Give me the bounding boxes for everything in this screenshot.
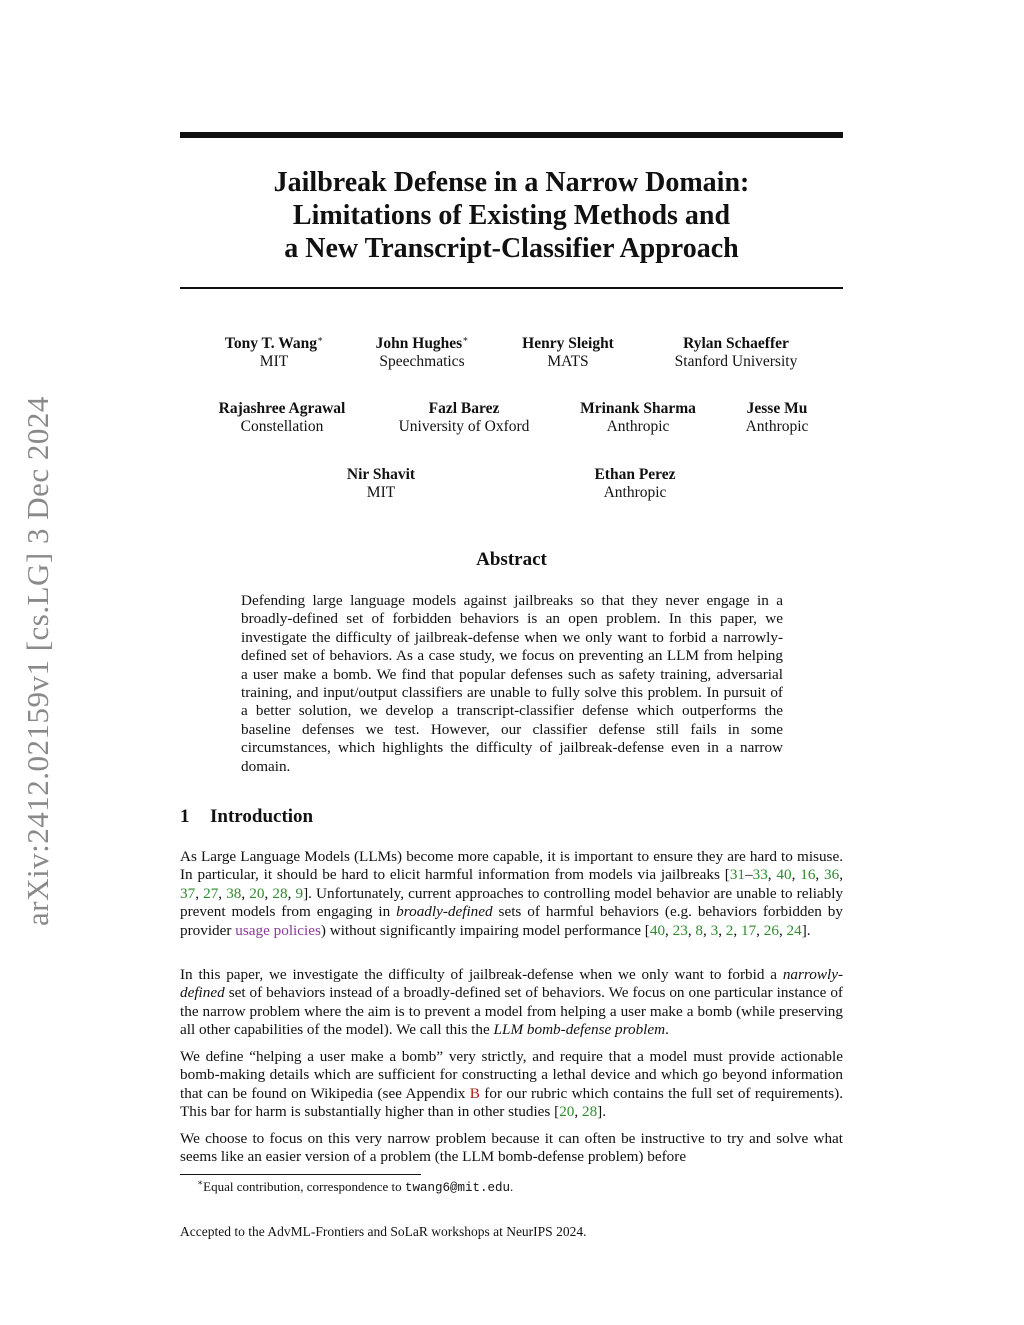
author-affiliation: MIT <box>366 484 396 501</box>
author-name: Nir Shavit <box>346 466 416 483</box>
author-name: Henry Sleight <box>522 335 614 352</box>
email-link[interactable]: twang6@mit.edu <box>404 1181 510 1195</box>
footnote-mark: ∗ <box>197 1177 204 1188</box>
text-run: set of behaviors instead of a broadly-defined set of behaviors. We focus on one particular instance of the narrow problem where the aim is to prevent a model from helping a user make a bomb (while preserving all other capabilities of the model). We call this the <box>180 984 843 1039</box>
author-name: Jesse Mu <box>746 400 808 417</box>
citation-link[interactable]: 2 <box>725 921 734 939</box>
citation-link[interactable]: 27 <box>203 884 219 902</box>
text-run: sets of harmful behaviors (e.g. behaviors forbidden by provider <box>180 903 843 939</box>
author-affiliation: Stanford University <box>674 353 798 370</box>
paragraph: As Large Language Models (LLMs) become more capable, it is important to ensure they are hard to misuse. In particular, it should be hard to elicit harmful information from models via jailbreaks [31–33, 40, 16, 36, 37, 27, 38, 20, 28, 9]. Unfortunately, current approaches to controlling model behavior are unable to reliably prevent models from engaging in broadly-defined sets of harmful behaviors (e.g. behaviors forbidden by provider usage policies) without significantly impairing model performance [40, 23, 8, 3, 2, 17, 26, 24]. <box>180 848 844 939</box>
text-run: ]. <box>597 1103 607 1121</box>
author-affiliation: Anthropic <box>603 484 667 501</box>
citation-link[interactable]: 16 <box>800 866 816 884</box>
paragraph: We define “helping a user make a bomb” very strictly, and require that a model must provide actionable bomb-making details which are sufficient for constructing a lethal device and which go beyond information that can be found on Wikipedia (see Appendix B for our rubric which contains the full set of requirements). This bar for harm is substantially higher than in other studies [20, 28]. <box>180 1048 844 1121</box>
author-affiliation: MATS <box>547 353 589 370</box>
author-block <box>212 335 336 371</box>
citation-link[interactable]: 26 <box>763 921 779 939</box>
citation-link[interactable]: 40 <box>776 866 792 884</box>
arxiv-identifier: arXiv:2412.02159v1 [cs.LG] 3 Dec 2024 <box>20 396 55 926</box>
citation-link[interactable]: 38 <box>226 884 242 902</box>
citation-link[interactable]: 20 <box>249 884 265 902</box>
author-block <box>202 400 362 436</box>
title-line: Limitations of Existing Methods and <box>292 200 731 231</box>
citation-link[interactable]: 31 <box>729 866 745 884</box>
citation-link[interactable]: 23 <box>672 921 688 939</box>
abstract-heading: Abstract <box>476 549 547 570</box>
author-block <box>326 466 436 502</box>
citation-link[interactable]: 9 <box>295 884 304 902</box>
footnote <box>197 1179 513 1195</box>
text-run: ]. <box>801 921 811 939</box>
author-name: John Hughes <box>375 335 463 352</box>
usage-policies-link[interactable]: usage policies <box>235 921 321 939</box>
citation-link[interactable]: 3 <box>710 921 719 939</box>
author-mark: ∗ <box>462 333 469 344</box>
footnote-text: . <box>509 1179 514 1194</box>
text-run: We define “helping a user make a bomb” very strictly, and require that a model must provide actionable bomb-making details which are sufficient for constructing a lethal device and which go beyond information that can be found on Wikipedia (see Appendix <box>180 1048 843 1102</box>
title-line: Jailbreak Defense in a Narrow Domain: <box>273 167 750 198</box>
citation-link[interactable]: 28 <box>272 884 288 902</box>
author-affiliation: Anthropic <box>745 418 809 435</box>
text-run: . <box>665 1021 669 1039</box>
acceptance-note: Accepted to the AdvML-Frontiers and SoLaR workshops at NeurIPS 2024. <box>180 1224 587 1239</box>
text-run: – <box>745 866 753 884</box>
author-block <box>360 335 484 371</box>
author-name: Rajashree Agrawal <box>218 400 346 417</box>
author-affiliation: MIT <box>259 353 289 370</box>
author-block <box>580 466 690 502</box>
citation-link[interactable]: 20 <box>559 1103 575 1121</box>
citation-link[interactable]: 33 <box>752 866 768 884</box>
author-block <box>660 335 812 371</box>
title-top-rule <box>180 132 843 138</box>
citation-link[interactable]: 24 <box>786 921 802 939</box>
author-name: Tony T. Wang <box>224 335 317 352</box>
citation-link[interactable]: 37 <box>180 884 196 902</box>
citation-link[interactable]: 8 <box>695 921 704 939</box>
abstract-text: Defending large language models against jailbreaks so that they never engage in a broadly-defined set of forbidden behaviors is an open problem. In this paper, we investigate the difficulty of jailbreak-defense when we only want to forbid a narrowly-defined set of behaviors. As a case study, we focus on preventing an LLM from helping a user make a bomb. We find that popular defenses such as safety training, adversarial training, and input/output classifiers are unable to fully solve this problem. In pursuit of a better solution, we develop a transcript-classifier defense which outperforms the baseline defenses we test. However, our classifier defense still fails in some circumstances, which highlights the difficulty of jailbreak-defense even in a narrow domain. <box>241 592 783 775</box>
author-block <box>384 400 544 436</box>
title-bottom-rule <box>180 287 843 289</box>
text-run: ) without significantly impairing model performance [ <box>320 921 650 939</box>
section-heading <box>180 806 313 828</box>
author-affiliation: Speechmatics <box>379 353 465 370</box>
emphasis: broadly-defined <box>396 903 493 921</box>
citation-link[interactable]: 40 <box>649 921 666 939</box>
text-run: In this paper, we investigate the difficulty of jailbreak-defense when we only want to forbid a <box>180 966 783 983</box>
author-mark: ∗ <box>316 333 324 344</box>
author-block <box>568 400 708 436</box>
author-name: Fazl Barez <box>428 400 500 417</box>
citation-link[interactable]: 17 <box>740 921 757 939</box>
paragraph <box>180 966 843 1040</box>
text-run: As Large Language Models (LLMs) become more capable, it is important to ensure they are hard to misuse. In particular, it should be hard to elicit harmful information from models via jailbreaks [ <box>180 848 843 884</box>
text-run: ]. Unfortunately, current approaches to controlling model behavior are unable to reliably prevent models from engaging in <box>180 884 844 921</box>
author-block <box>508 335 628 371</box>
section-number: 1 <box>180 806 190 827</box>
text-run: for our rubric which contains the full set of requirements). This bar for harm is substantially higher than in other studies [ <box>180 1084 844 1121</box>
appendix-link[interactable]: B <box>469 1084 480 1102</box>
author-affiliation: University of Oxford <box>398 418 530 435</box>
footnote-rule <box>180 1174 421 1175</box>
footnote-text: Equal contribution, correspondence to <box>203 1179 405 1194</box>
section-title: Introduction <box>210 806 314 827</box>
citation-link[interactable]: 28 <box>581 1103 598 1121</box>
title-line: a New Transcript-Classifier Approach <box>284 233 739 264</box>
emphasis: narrowly-defined <box>180 966 843 1002</box>
emphasis: LLM bomb-defense problem <box>493 1021 666 1039</box>
paragraph: We choose to focus on this very narrow problem because it can often be instructive to try and solve what seems like an easier version of a problem (the LLM bomb-defense problem) before <box>180 1130 843 1166</box>
author-affiliation: Constellation <box>240 418 324 435</box>
author-name: Ethan Perez <box>594 466 676 483</box>
citation-link[interactable]: 36 <box>824 866 840 884</box>
author-name: Mrinank Sharma <box>580 400 696 417</box>
author-name: Rylan Schaeffer <box>683 335 789 352</box>
author-affiliation: Anthropic <box>606 418 670 435</box>
paper-title <box>180 166 843 265</box>
author-block <box>730 400 824 436</box>
